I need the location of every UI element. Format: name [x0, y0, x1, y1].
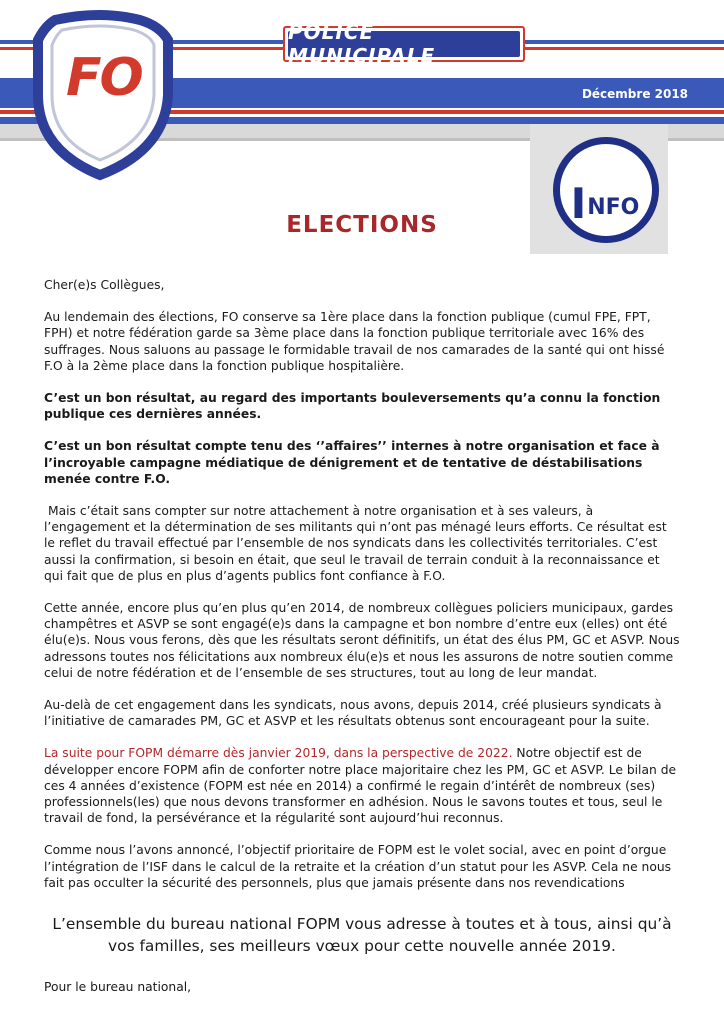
paragraph-2: C’est un bon résultat, au regard des importants bouleversements qu’a connu la fonction publique ces dernières années.: [44, 391, 661, 422]
fo-logo-text: FO: [66, 48, 142, 108]
closing-wishes: L’ensemble du bureau national FOPM vous adresse à toutes et à tous, ainsi qu’à vos familles, ses meilleurs vœux pour cette nouvelle année 2019.: [52, 915, 672, 956]
signoff: Pour le bureau national,: [44, 980, 192, 995]
banner-title: POLICE MUNICIPALE: [288, 31, 520, 57]
paragraph-7: [44, 745, 680, 826]
paragraph-7-text: Notre objectif est de développer encore FOPM afin de conforter notre place majoritaire chez les PM, GC et ASVP. Le bilan de ces 4 années d’existence (FOPM est née en 2014) a confirmé le regain d’intérêt de nombreux (ses) professionnels(les) que nous devons transformer en adhésion. Nous le savons toutes et tous, seul le travail de fond, la persévérance et la régularité sont aujourd’hui reconnus.: [44, 746, 677, 826]
police-municipale-banner: [283, 20, 525, 68]
info-rest: NFO: [587, 195, 640, 220]
paragraph-8: Comme nous l’avons annoncé, l’objectif prioritaire de FOPM est le volet social, avec en point d’orgue l’intégration de l’ISF dans le calcul de la retraite et la création d’un statut pour les ASVP. Cela ne nous fait pas occulter la sécurité des personnels, plus que jamais présente dans nos revendications: [44, 843, 672, 890]
paragraph-4: Mais c’était sans compter sur notre attachement à notre organisation et à ses valeurs, à l’engagement et la détermination de ses militants qui n’ont pas ménagé leurs efforts. Ce résultat est le reflet du travail effectué par l’ensemble de nos syndicats dans les collectivités territoriales. C’est aussi la confirmation, si besoin en était, que seul le travail de terrain conduit à la reconnaissance et qui fait que de plus en plus d’agents publics font confiance à F.O.: [44, 504, 667, 583]
letter-body: [44, 277, 680, 1011]
issue-date: Décembre 2018: [581, 87, 689, 101]
paragraph-1: Au lendemain des élections, FO conserve sa 1ère place dans la fonction publique (cumul FPE, FPT, FPH) et notre fédération garde sa 3ème place dans la fonction publique territoriale avec 16% des suffrages. Nous saluons au passage le formidable travail de nos camarades de la santé qui ont hissé F.O à la 2ème place dans la fonction publique hospitalière.: [44, 310, 665, 373]
paragraph-5: Cette année, encore plus qu’en plus qu’en 2014, de nombreux collègues policiers municipaux, gardes champêtres et ASVP se sont engagé(e)s dans la campagne et bon nombre d’entre eux (elles) ont été élu(e)s. Nous vous ferons, dès que les résultats seront définitifs, un état des élus PM, GC et ASVP. Nous adressons toutes nos félicitations aux nombreux élu(e)s et nous les assurons de notre soutien comme celui de notre fédération et de l’ensemble de ses structures, tout au long de leur mandat.: [44, 601, 680, 680]
paragraph-7-highlight: La suite pour FOPM démarre dès janvier 2019, dans la perspective de 2022.: [44, 746, 513, 761]
paragraph-3: C’est un bon résultat compte tenu des ‘’affaires’’ internes à notre organisation et face à l’incroyable campagne médiatique de dénigrement et de tentative de déstabilisations menée contre F.O.: [44, 439, 660, 486]
paragraph-6: Au-delà de cet engagement dans les syndicats, nous avons, depuis 2014, créé plusieurs syndicats à l’initiative de camarades PM, GC et ASVP et les résultats obtenus sont encourageant pour la suite.: [44, 698, 662, 729]
document-title: ELECTIONS: [286, 212, 438, 238]
salutation: Cher(e)s Collègues,: [44, 278, 165, 292]
info-initial: I: [570, 179, 587, 228]
